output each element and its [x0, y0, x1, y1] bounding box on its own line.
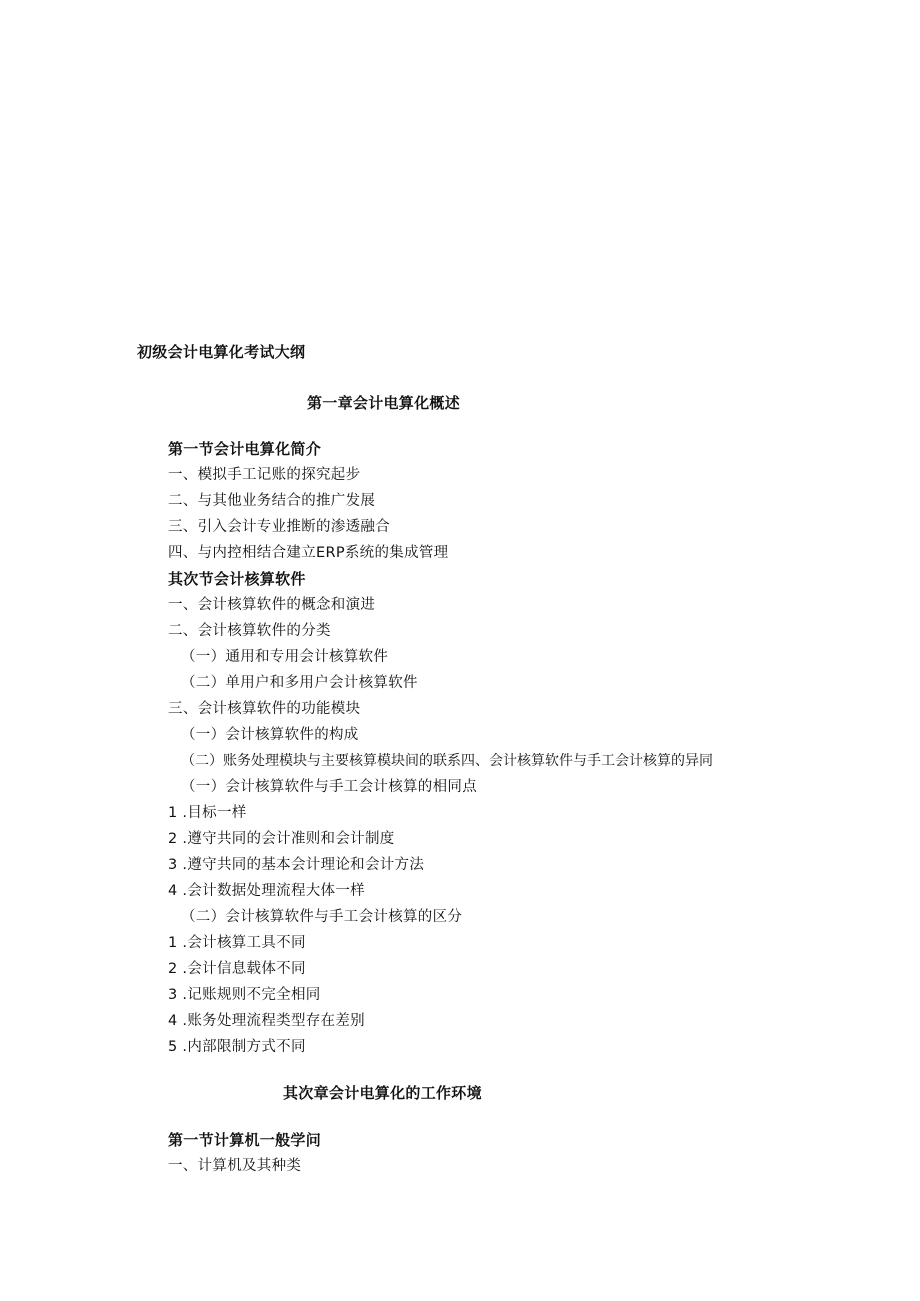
- list-item: 四、与内控相结合建立ERP系统的集成管理: [168, 545, 449, 561]
- list-item: 二、会计核算软件的分类: [168, 623, 331, 639]
- list-item: 5 .内部限制方式不同: [168, 1039, 306, 1055]
- list-item: 4 .账务处理流程类型存在差别: [168, 1013, 365, 1029]
- chapter-heading: 第一章会计电算化概述: [307, 394, 461, 412]
- section-heading: 其次节会计核算软件: [168, 570, 306, 588]
- list-item: 1 .会计核算工具不同: [168, 935, 306, 951]
- list-item: （一）通用和专用会计核算软件: [181, 649, 389, 665]
- list-item: 一、计算机及其种类: [168, 1158, 302, 1174]
- list-item: 1 .目标一样: [168, 805, 247, 821]
- document-title: 初级会计电算化考试大纲: [137, 343, 306, 361]
- list-item: 二、与其他业务结合的推广发展: [168, 493, 376, 509]
- list-item: （二）会计核算软件与手工会计核算的区分: [181, 909, 463, 925]
- chapter-heading: 其次章会计电算化的工作环境: [283, 1084, 482, 1102]
- section-heading: 第一节计算机一般学问: [168, 1131, 322, 1149]
- list-item: （二）账务处理模块与主要核算模块间的联系四、会计核算软件与手工会计核算的异同: [181, 753, 713, 769]
- list-item: 三、引入会计专业推断的渗透融合: [168, 519, 390, 535]
- list-item: 4 .会计数据处理流程大体一样: [168, 883, 365, 899]
- list-item: 2 .会计信息载体不同: [168, 961, 306, 977]
- list-item: （二）单用户和多用户会计核算软件: [181, 675, 418, 691]
- list-item: 一、会计核算软件的概念和演进: [168, 597, 376, 613]
- section-heading: 第一节会计电算化简介: [168, 440, 322, 458]
- list-item: 三、会计核算软件的功能模块: [168, 701, 361, 717]
- list-item: 一、模拟手工记账的探究起步: [168, 467, 361, 483]
- list-item: 2 .遵守共同的会计准则和会计制度: [168, 831, 395, 847]
- list-item: （一）会计核算软件的构成: [181, 727, 359, 743]
- list-item: 3 .记账规则不完全相同: [168, 987, 321, 1003]
- list-item: （一）会计核算软件与手工会计核算的相同点: [181, 779, 477, 795]
- list-item: 3 .遵守共同的基本会计理论和会计方法: [168, 857, 425, 873]
